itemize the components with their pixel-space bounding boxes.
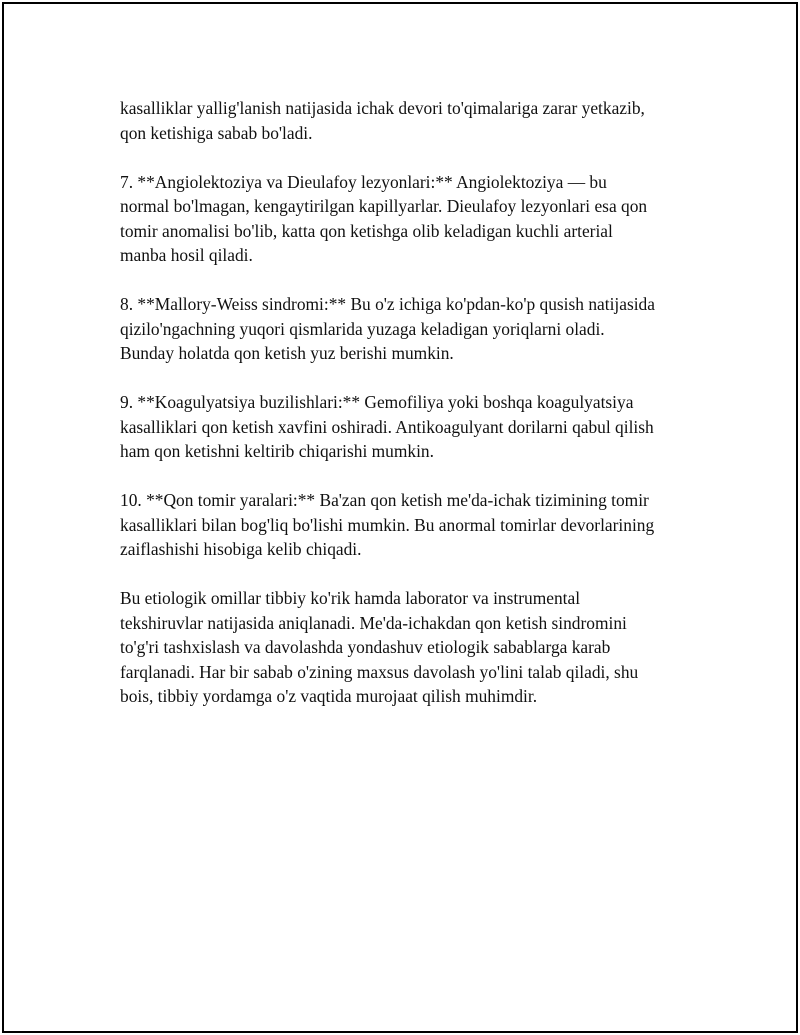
paragraph-item-9: 9. **Koagulyatsiya buzilishlari:** Gemofiliya yoki boshqa koagulyatsiya kasalliklari qon ketish xavfini oshiradi. Antikoagulyant dorilarni qabul qilish ham qon ketishni keltirib chiqarishi mumkin. — [120, 392, 654, 461]
paragraph-item-10: 10. **Qon tomir yaralari:** Ba'zan qon ketish me'da-ichak tizimining tomir kasalliklari bilan bog'liq bo'lishi mumkin. Bu anormal tomirlar devorlarining zaiflashishi hisobiga kelib chiqadi. — [120, 490, 655, 559]
document-page — [2, 2, 798, 1033]
document-body — [120, 96, 700, 733]
paragraph-item-8: 8. **Mallory-Weiss sindromi:** Bu o'z ichiga ko'pdan-ko'p qusish natijasida qizilo'ngachning yuqori qismlarida yuzaga keladigan yoriqlarni oladi. Bunday holatda qon ketish yuz berishi mumkin. — [120, 294, 655, 363]
paragraph-conclusion: Bu etiologik omillar tibbiy ko'rik hamda laborator va instrumental tekshiruvlar natijasida aniqlanadi. Me'da-ichakdan qon ketish sindromini to'g'ri tashxislash va davolashda yondashuv etiologik sabablarga karab farqlanadi. Har bir sabab o'zining maxsus davolash yo'lini talab qiladi, shu bois, tibbiy yordamga o'z vaqtida murojaat qilish muhimdir. — [120, 588, 639, 706]
paragraph-item-7: 7. **Angiolektoziya va Dieulafoy lezyonlari:** Angiolektoziya — bu normal bo'lmagan, kengaytirilgan kapillyarlar. Dieulafoy lezyonlari esa qon tomir anomalisi bo'lib, katta qon ketishga olib keladigan kuchli arterial manba hosil qiladi. — [120, 171, 648, 265]
paragraph-continuation: kasalliklar yallig'lanish natijasida ichak devori to'qimalariga zarar yetkazib, qon ketishiga sabab bo'ladi. — [120, 98, 645, 143]
